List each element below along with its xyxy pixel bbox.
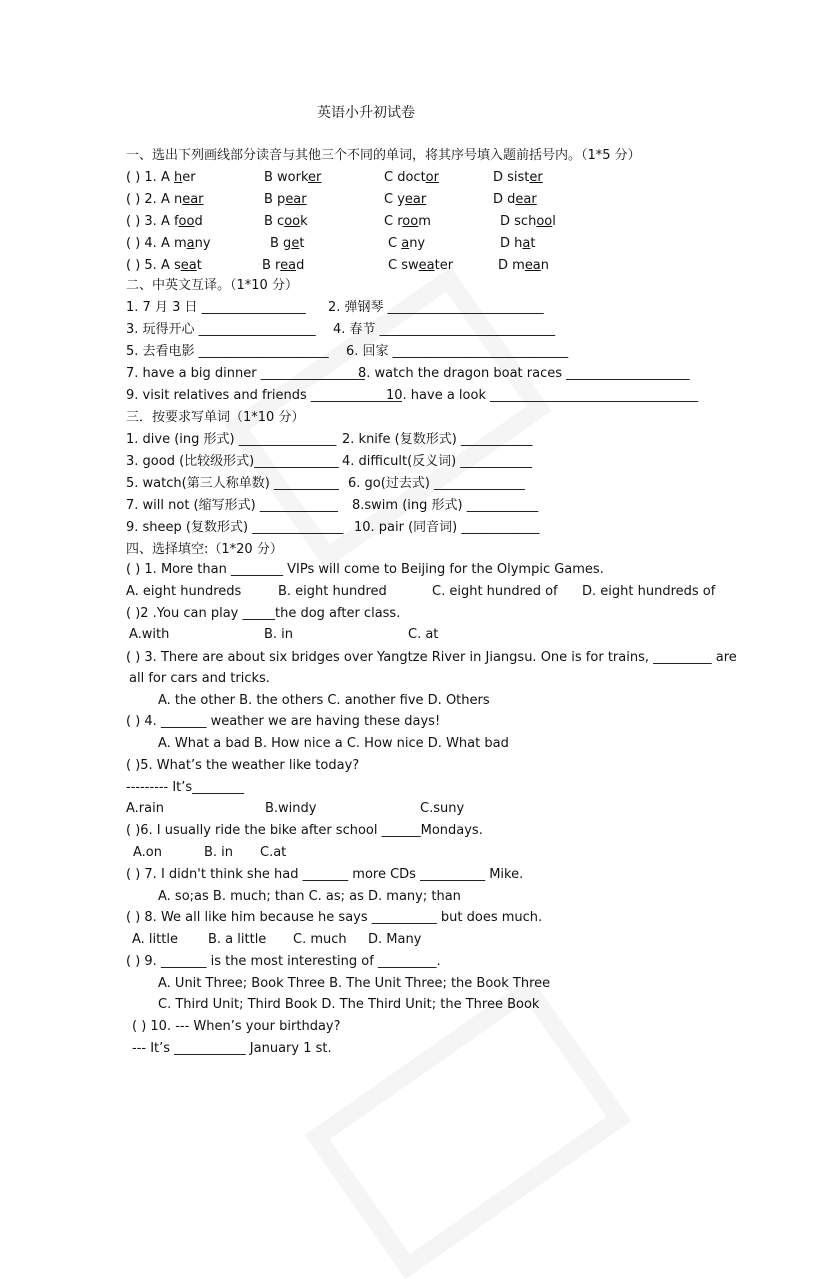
s3-item: 5. watch(第三人称单数) __________ <box>126 476 339 491</box>
s2-item: 1. 7 月 3 日 ________________ <box>126 300 306 315</box>
option: D. eight hundreds of <box>582 584 716 599</box>
section-1-heading: 一、选出下列画线部分读音与其他三个不同的单词，将其序号填入题前括号内。（1*5 分） <box>126 148 641 163</box>
question-line: ( ) 7. I didn't think she had _______ more CDs __________ Mike. <box>126 867 524 882</box>
option-line: A. the other B. the others C. another five D. Others <box>158 693 490 708</box>
option: C. much <box>293 932 347 947</box>
s1-option: D sister <box>493 170 543 185</box>
s1-option: B read <box>262 258 305 273</box>
option: D. Many <box>368 932 422 947</box>
question-line: ( ) 3. There are about six bridges over Yangtze River in Jiangsu. One is for trains, _________ are <box>126 650 737 665</box>
s3-item: 7. will not (缩写形式) ____________ <box>126 498 338 513</box>
option: A.rain <box>126 801 164 816</box>
s2-item: 5. 去看电影 ____________________ <box>126 344 329 359</box>
option-line: A. so;as B. much; than C. as; as D. many; than <box>158 889 461 904</box>
question-line: ( ) 4. _______ weather we are having these days! <box>126 714 441 729</box>
s1-option: ( ) 1. A her <box>126 170 196 185</box>
option: B. in <box>204 845 234 860</box>
option: C.suny <box>420 801 465 816</box>
s2-item: 4. 春节 ___________________________ <box>333 322 556 337</box>
question-line: all for cars and tricks. <box>129 671 270 686</box>
s1-option: B get <box>270 236 305 251</box>
page-title: 英语小升初试卷 <box>317 105 415 121</box>
s1-option: C sweater <box>388 258 454 273</box>
section-3-heading: 三．按要求写单词（1*10 分） <box>126 410 305 425</box>
option: A.with <box>129 627 170 642</box>
s1-option: B worker <box>264 170 322 185</box>
question-line: ( )5. What’s the weather like today? <box>126 758 360 773</box>
s1-option: C year <box>384 192 427 207</box>
s3-item: 3. good (比较级形式)_____________ <box>126 454 339 469</box>
question-line: ( ) 1. More than ________ VIPs will come to Beijing for the Olympic Games. <box>126 562 604 577</box>
question-line: ( ) 9. _______ is the most interesting of _________. <box>126 954 441 969</box>
answer-line: --------- It’s________ <box>126 780 245 795</box>
s2-item: 9. visit relatives and friends ______________ <box>126 388 402 403</box>
section-2-heading: 二、中英文互译。（1*10 分） <box>126 278 298 293</box>
s2-item: 2. 弹钢琴 ________________________ <box>328 300 544 315</box>
s1-option: D dear <box>493 192 537 207</box>
s3-item: 6. go(过去式) ______________ <box>348 476 526 491</box>
s1-option: ( ) 4. A many <box>126 236 211 251</box>
s1-option: D mean <box>498 258 550 273</box>
s1-option: C doctor <box>384 170 439 185</box>
s3-item: 2. knife (复数形式) ___________ <box>342 432 533 447</box>
option: C. eight hundred of <box>432 584 558 599</box>
s3-item: 8.swim (ing 形式) ___________ <box>352 498 539 513</box>
option: B. in <box>264 627 294 642</box>
s1-option: D hat <box>500 236 536 251</box>
s1-option: ( ) 2. A near <box>126 192 204 207</box>
s1-option: D school <box>500 214 556 229</box>
option: B. eight hundred <box>278 584 387 599</box>
option-line: A. What a bad B. How nice a C. How nice D. What bad <box>158 736 509 751</box>
s3-item: 9. sheep (复数形式) ______________ <box>126 520 344 535</box>
s3-item: 4. difficult(反义词) ___________ <box>342 454 532 469</box>
option: B. a little <box>208 932 267 947</box>
answer-line: --- It’s ___________ January 1 st. <box>132 1041 332 1056</box>
s1-option: C room <box>384 214 431 229</box>
question-line: ( )2 .You can play _____the dog after class. <box>126 606 401 621</box>
option-line: A. Unit Three; Book Three B. The Unit Three; the Book Three <box>158 976 551 991</box>
section-4-heading: 四、选择填空:（1*20 分） <box>126 542 283 557</box>
s1-option: B pear <box>264 192 307 207</box>
option: B.windy <box>265 801 317 816</box>
question-line: ( )6. I usually ride the bike after school ______Mondays. <box>126 823 483 838</box>
option: A.on <box>133 845 162 860</box>
s3-item: 1. dive (ing 形式) _______________ <box>126 432 337 447</box>
option: A. little <box>132 932 178 947</box>
option: A. eight hundreds <box>126 584 242 599</box>
s1-option: ( ) 3. A food <box>126 214 203 229</box>
option-line: C. Third Unit; Third Book D. The Third Unit; the Three Book <box>158 997 540 1012</box>
s2-item: 6. 回家 ___________________________ <box>346 344 569 359</box>
s2-item: 3. 玩得开心 __________________ <box>126 322 316 337</box>
s2-item: 7. have a big dinner ________________ <box>126 366 365 381</box>
s2-item: 8. watch the dragon boat races ___________________ <box>358 366 690 381</box>
watermark <box>304 977 631 1279</box>
s1-option: C any <box>388 236 426 251</box>
s1-option: B cook <box>264 214 308 229</box>
s1-option: ( ) 5. A seat <box>126 258 202 273</box>
option: C. at <box>408 627 439 642</box>
question-line: ( ) 8. We all like him because he says __________ but does much. <box>126 910 543 925</box>
question-line: ( ) 10. --- When’s your birthday? <box>132 1019 341 1034</box>
option: C.at <box>260 845 287 860</box>
s3-item: 10. pair (同音词) ____________ <box>354 520 540 535</box>
s2-item: 10. have a look ________________________________ <box>386 388 699 403</box>
